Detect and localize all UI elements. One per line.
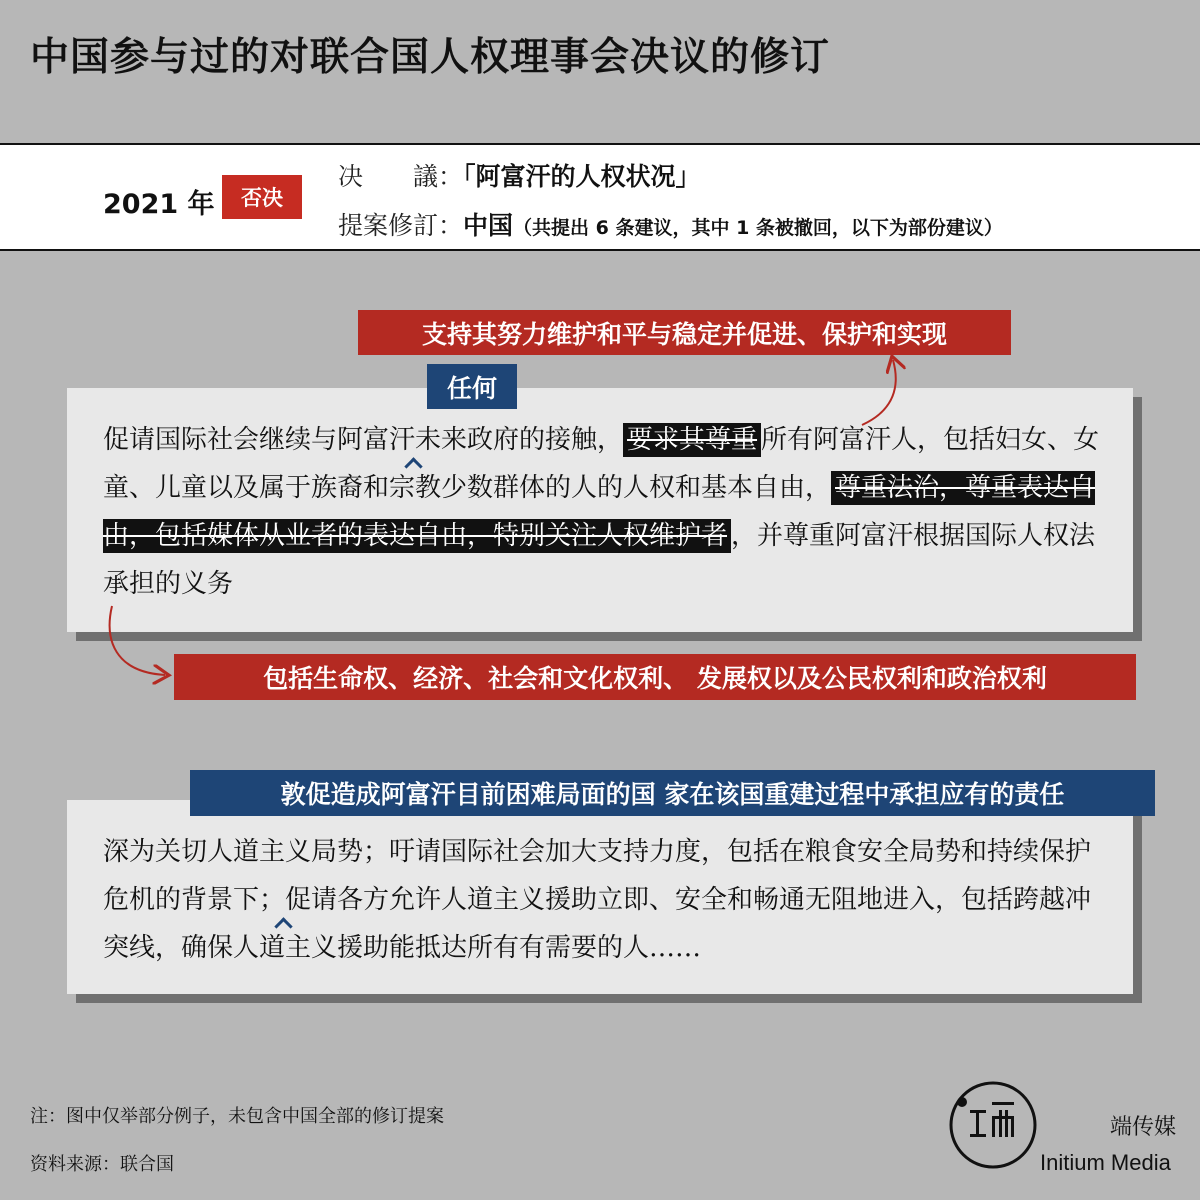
brand-name-en: Initium Media xyxy=(1040,1150,1171,1175)
page-title: 中国参与过的对联合国人权理事会决议的修订 xyxy=(30,35,831,80)
status-badge: 否决 xyxy=(222,175,302,219)
card1-seg1: 促请国际社会继续与阿富汗 xyxy=(103,425,416,455)
resolution-text-card-2 xyxy=(67,800,1133,994)
amendment-tag-blue-card2: 敦促造成阿富汗目前困难局面的国 家在该国重建过程中承担应有的责任 xyxy=(190,770,1155,816)
resolution-row xyxy=(338,157,701,193)
resolution-value: 「阿富汗的人权状况」 xyxy=(463,162,701,191)
card1-seg4: ，并尊重阿富汗根据国际人权法承担的义务 xyxy=(103,521,1096,599)
card2-text xyxy=(103,828,1113,972)
footnote-source: 资料来源：联合国 xyxy=(30,1154,174,1175)
amendment-tag-blue-insert: 任何 xyxy=(427,364,517,409)
struck-text-1: 要求其尊重 xyxy=(623,423,761,457)
card1-seg3: 所有阿富汗人，包括妇女、女童、儿童以及属于族裔和宗教少数群体的人的人权和基本自由， xyxy=(103,425,1100,503)
year-label: 2021 年 xyxy=(103,189,215,220)
amendment-row xyxy=(338,206,1003,242)
card1-seg2: 未来政府的接触， xyxy=(415,425,624,455)
resolution-text-card-1 xyxy=(67,388,1133,632)
card2-seg2: 促请各方允许人道主义援助立即、安全和畅通无阻地进入，包括跨越冲突线，确保人道主义援助能抵达所有有需要的人…… xyxy=(103,885,1092,963)
amendment-tag-red-top: 支持其努力维护和平与稳定并促进、保护和实现 xyxy=(358,310,1011,355)
amendment-proposer: 中国 xyxy=(463,211,514,240)
resolution-label: 决 議： xyxy=(338,162,464,191)
brand-name-cn: 端传媒 xyxy=(1110,1115,1177,1140)
amendment-tag-red-bottom: 包括生命权、经济、社会和文化权利、 发展权以及公民权利和政治权利 xyxy=(174,654,1136,700)
card2-seg1: 深为关切人道主义局势；吁请国际社会加大支持力度，包括在粮食安全局势和持续保护危机的背景下； xyxy=(103,837,1092,915)
amendment-note: （共提出 6 条建议，其中 1 条被撤回，以下为部份建议） xyxy=(513,217,1003,239)
amendment-label: 提案修訂： xyxy=(338,211,464,240)
card1-text xyxy=(103,416,1113,608)
initium-logo-icon xyxy=(948,1080,1038,1170)
struck-text-2: 尊重法治，尊重表达自由，包括媒体从业者的表达自由，特别关注人权维护者 xyxy=(103,473,1096,551)
footnote-note: 注：图中仅举部分例子，未包含中国全部的修订提案 xyxy=(30,1106,444,1127)
